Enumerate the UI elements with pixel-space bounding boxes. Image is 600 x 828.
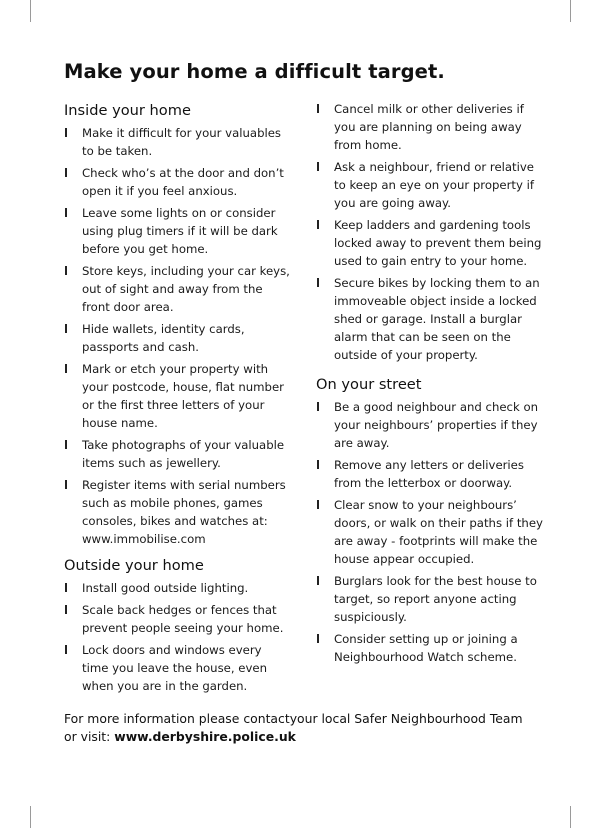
footer-visit-label: or visit: [64,729,115,744]
list-item [64,320,290,356]
footer-visit [64,728,523,746]
list-item [64,601,290,637]
list-item-text: Register items with serial numbers such as mobile phones, games consoles, bikes and watches at: www.immobilise.com [82,478,286,546]
bullet-bar-icon [65,440,67,449]
list-item [316,630,548,666]
list-item-text: Make it difficult for your valuables to be taken. [82,126,282,158]
list-item-text: Burglars look for the best house to target, so report anyone acting suspiciously. [334,574,537,624]
list-item-text: Remove any letters or deliveries from the letterbox or doorway. [334,458,524,490]
crop-mark [30,806,31,828]
list-item-text: Install good outside lighting. [82,581,249,595]
list-item-text: Be a good neighbour and check on your neighbours’ properties if they are away. [334,400,539,450]
list-item [316,216,548,270]
bullet-bar-icon [65,168,67,177]
website-link[interactable]: www.derbyshire.police.uk [114,729,296,744]
bullet-bar-icon [317,500,319,509]
list-item-text: Clear snow to your neighbours’ doors, or walk on their paths if they are away - footprints will make the house appear occupied. [334,498,543,566]
list-item-text: Lock doors and windows every time you leave the house, even when you are in the garden. [82,643,268,693]
bullet-bar-icon [65,128,67,137]
list-item [64,476,290,548]
away-list [316,100,548,364]
bullet-bar-icon [317,402,319,411]
outside-list [64,579,290,695]
bullet-bar-icon [317,278,319,287]
bullet-bar-icon [317,634,319,643]
list-item [316,496,548,568]
bullet-bar-icon [65,605,67,614]
list-item [316,398,548,452]
list-item-text: Store keys, including your car keys, out of sight and away from the front door area. [82,264,290,314]
list-item-text: Take photographs of your valuable items such as jewellery. [82,438,285,470]
section-heading-street: On your street [316,376,422,393]
list-item-text: Consider setting up or joining a Neighbourhood Watch scheme. [334,632,518,664]
section-heading-outside: Outside your home [64,557,204,574]
left-column [64,102,290,695]
page-title: Make your home a difficult target. [64,60,445,83]
bullet-bar-icon [65,364,67,373]
list-item-text: Secure bikes by locking them to an immoveable object inside a locked shed or garage. Install a burglar alarm that can be seen on the outside of your property. [334,276,540,362]
list-item-text: Cancel milk or other deliveries if you are planning on being away from home. [334,102,524,152]
footer [64,710,523,746]
bullet-bar-icon [65,645,67,654]
list-item [316,100,548,154]
inside-list [64,124,290,548]
bullet-bar-icon [65,583,67,592]
list-item [64,124,290,160]
list-item-text: Hide wallets, identity cards, passports and cash. [82,322,245,354]
list-item [316,456,548,492]
list-item [64,262,290,316]
bullet-bar-icon [65,208,67,217]
bullet-bar-icon [317,576,319,585]
list-item [316,274,548,364]
bullet-bar-icon [317,162,319,171]
right-column [316,100,548,666]
list-item [64,579,290,597]
list-item-text: Check who’s at the door and don’t open it if you feel anxious. [82,166,284,198]
bullet-bar-icon [317,104,319,113]
list-item [64,204,290,258]
list-item [64,436,290,472]
crop-mark [30,0,31,22]
bullet-bar-icon [317,220,319,229]
list-item [64,360,290,432]
list-item-text: Leave some lights on or consider using plug timers if it will be dark before you get home. [82,206,278,256]
bullet-bar-icon [65,324,67,333]
crop-mark [570,0,571,22]
bullet-bar-icon [65,266,67,275]
list-item [316,572,548,626]
list-item [64,641,290,695]
list-item [316,158,548,212]
bullet-bar-icon [317,460,319,469]
section-heading-inside: Inside your home [64,102,191,119]
list-item-text: Scale back hedges or fences that prevent people seeing your home. [82,603,284,635]
list-item-text: Mark or etch your property with your postcode, house, flat number or the first three letters of your house name. [82,362,284,430]
street-list [316,398,548,666]
bullet-bar-icon [65,480,67,489]
crop-mark [570,806,571,828]
list-item-text: Keep ladders and gardening tools locked away to prevent them being used to gain entry to your home. [334,218,542,268]
list-item [64,164,290,200]
list-item-text: Ask a neighbour, friend or relative to keep an eye on your property if you are going away. [334,160,534,210]
footer-info: For more information please contactyour local Safer Neighbourhood Team [64,711,523,726]
